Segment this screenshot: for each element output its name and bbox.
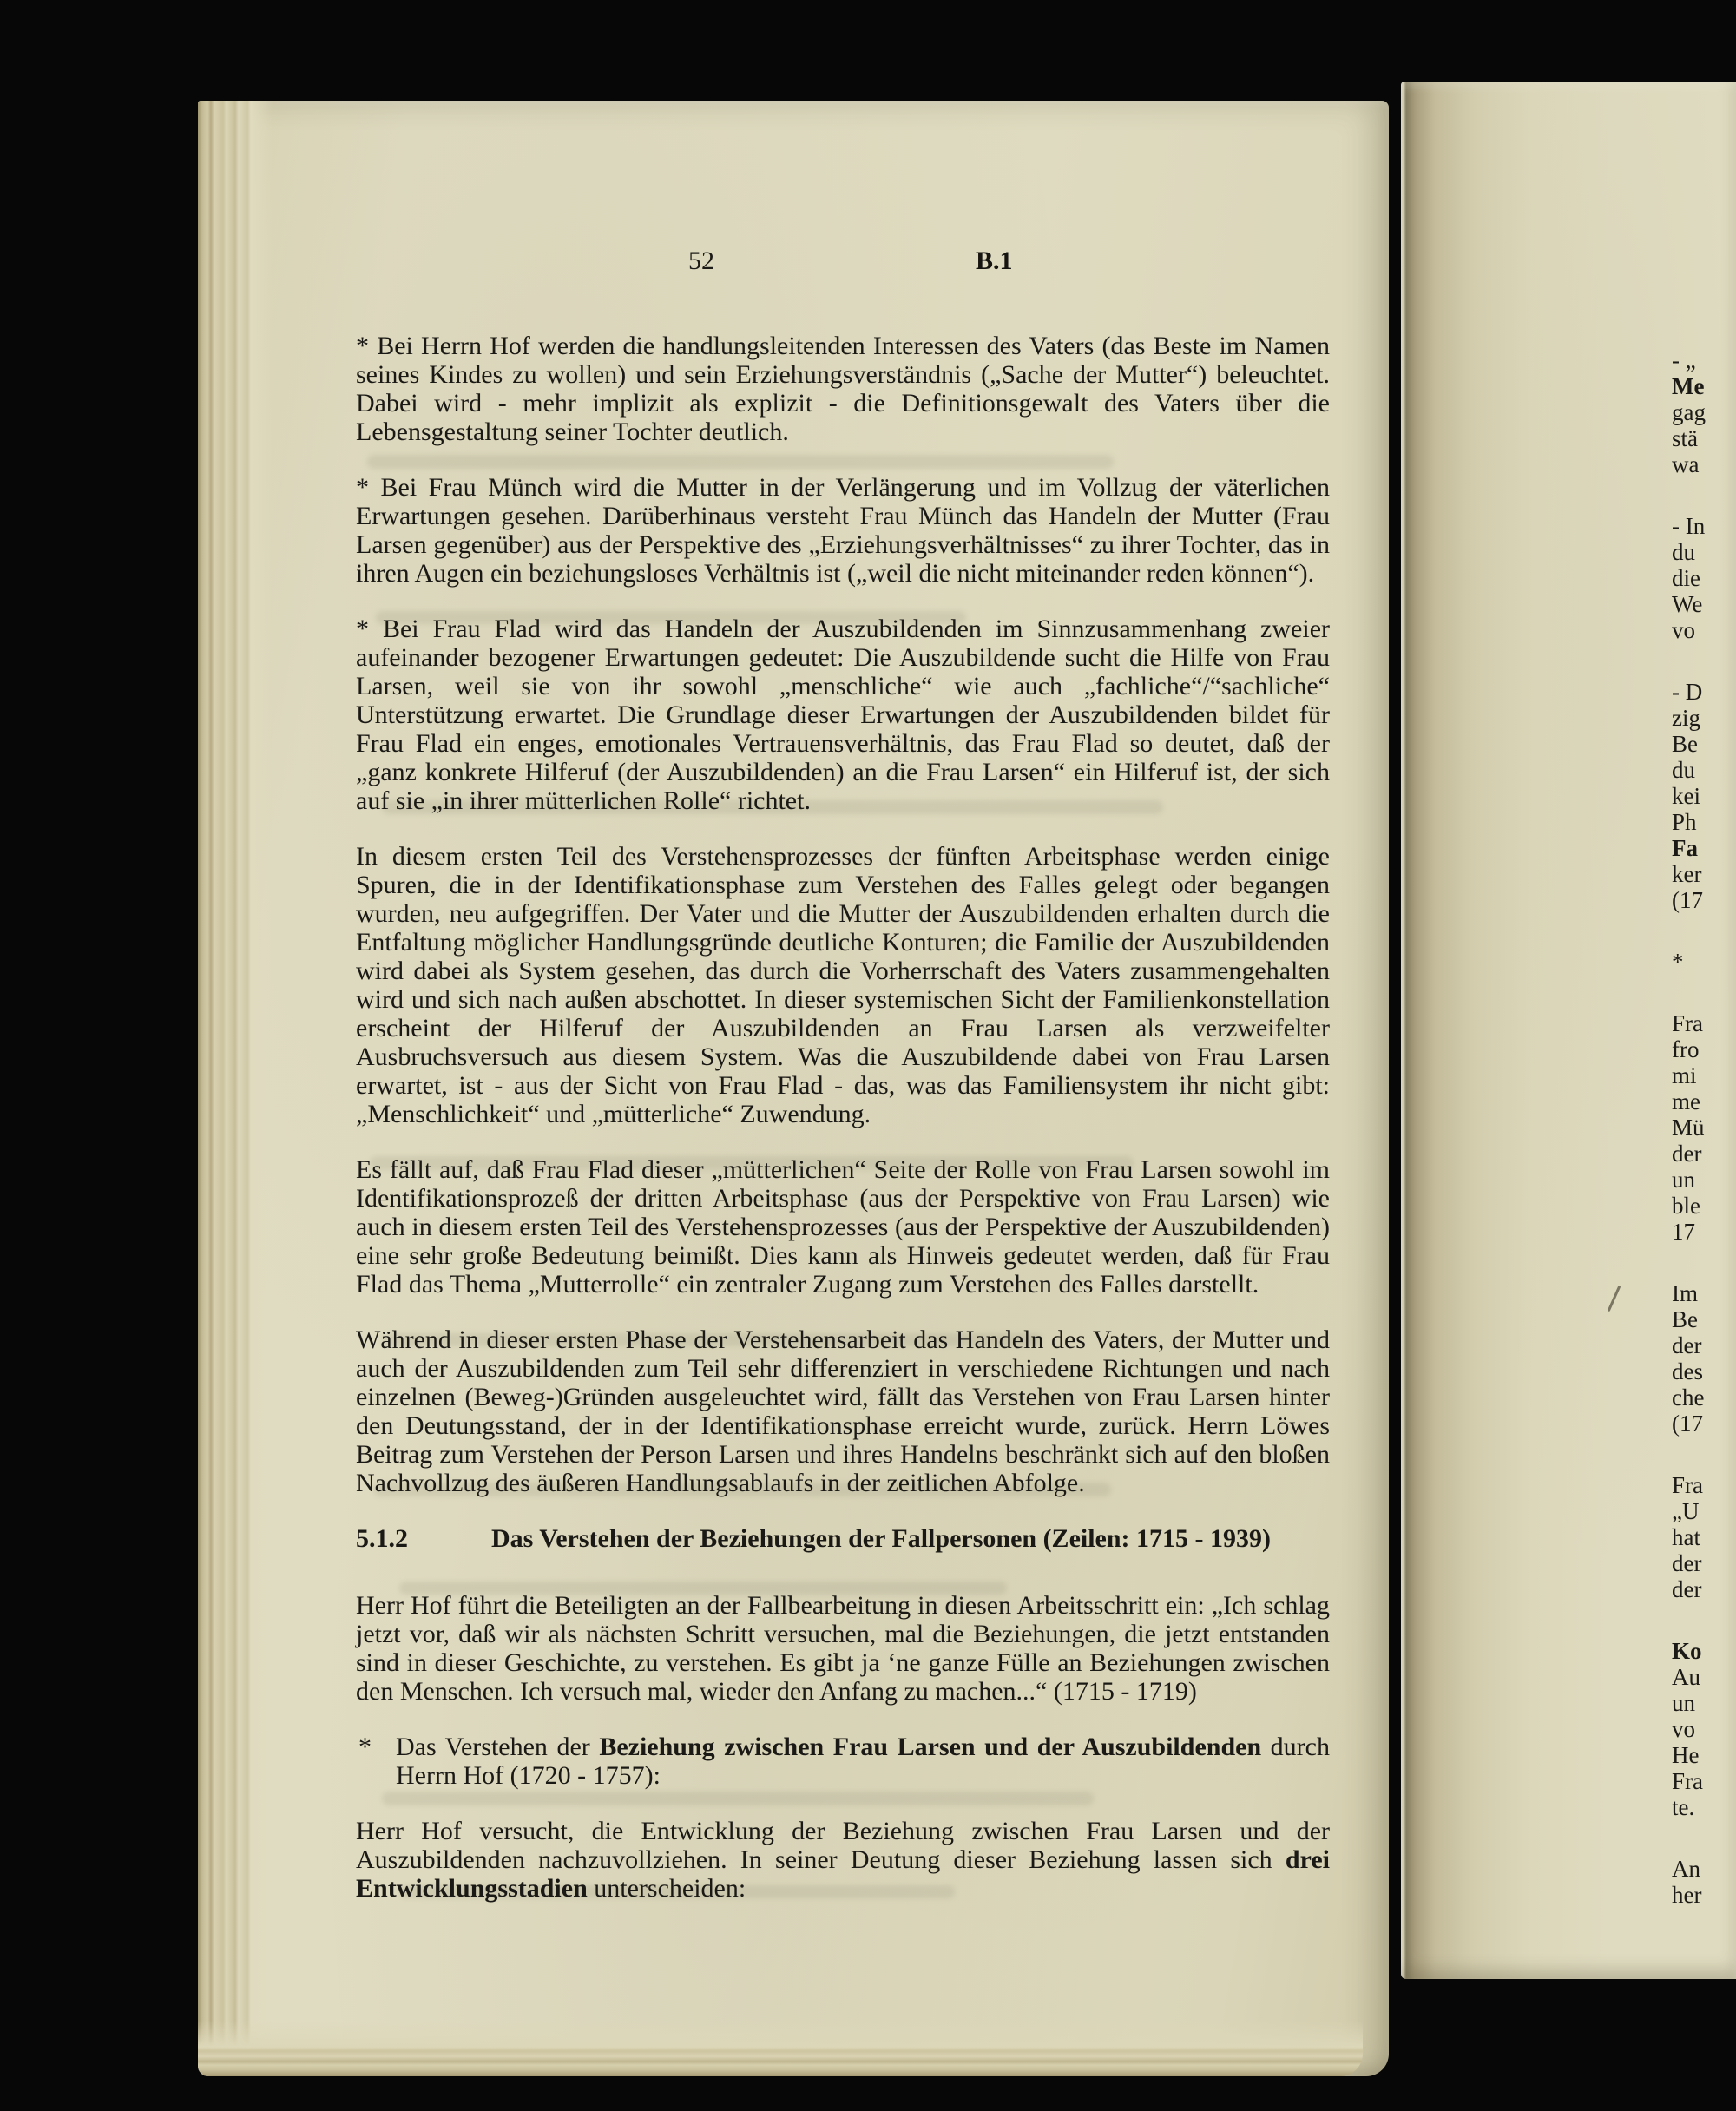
truncated-text-line: der (1672, 1576, 1702, 1602)
paragraph-hof: * Bei Herrn Hof werden die handlungsleitenden Interessen des Vaters (das Beste im Namen seines Kindes zu wollen) und sein Erziehungsverständnis („Sache der Mutter“) beleuchtet. Dabei wird - mehr implizit als explizit - die Definitionsgewalt des Vaters über die Lebensgestaltung seiner Tochter deutlich. (356, 332, 1330, 446)
truncated-text-line: un (1672, 1167, 1695, 1193)
closing-text-bold: drei Entwicklungsstadien (356, 1845, 1330, 1903)
truncated-text-line: fro (1672, 1036, 1700, 1062)
bullet-text-pre: Das Verstehen der (396, 1733, 600, 1761)
paragraph-closing (356, 1817, 1330, 1903)
truncated-text-line: her (1672, 1882, 1702, 1908)
section-heading-title: Das Verstehen der Beziehungen der Fallpersonen (Zeilen: 1715 - 1939) (491, 1524, 1272, 1553)
section-heading-number: 5.1.2 (356, 1524, 408, 1553)
truncated-text-line: Me (1672, 373, 1705, 399)
truncated-text-line: - „ (1672, 347, 1696, 373)
truncated-text-line: Be (1672, 1306, 1698, 1332)
truncated-text-line: Be (1672, 731, 1698, 757)
section-code: B.1 (976, 247, 1013, 275)
page-stack-bottom-edge (198, 2021, 1363, 2076)
paragraph-verstehensarbeit: Während in dieser ersten Phase der Verstehensarbeit das Handeln des Vaters, der Mutter und auch der Auszubildenden zum Teil sehr differenziert in verschiedene Richtungen und nach einzelnen (Beweg-)Gründen ausgeleuchtet wird, fällt das Verstehen von Frau Larsen hinter den Deutungsstand, der in der Identifikationsphase erreicht wurde, zurück. Herrn Löwes Beitrag zum Verstehen der Person Larsen und ihres Handelns beschränkt sich auf den bloßen Nachvollzug des äußeren Handlungsablaufs in der zeitlichen Abfolge. (356, 1325, 1330, 1497)
truncated-text-line: (17 (1672, 887, 1703, 913)
truncated-text-line: He (1672, 1742, 1700, 1768)
truncated-text-line: - In (1672, 513, 1706, 539)
paragraph-intro-quote: Herr Hof führt die Beteiligten an der Fallbearbeitung in diesen Arbeitsschritt ein: „Ich schlag jetzt vor, daß wir als nächsten Schritt versuchen, mal die Beziehungen, die jetzt entstanden sind in dieser Geschichte, zu verstehen. Es gibt ja ‘ne ganze Fülle an Beziehungen zwischen den Menschen. Ich versuch mal, wieder den Anfang zu machen...“ (1715 - 1719) (356, 1591, 1330, 1706)
page-number: 52 (688, 247, 714, 275)
truncated-text-line: ker (1672, 861, 1702, 887)
truncated-text-line: me (1672, 1088, 1700, 1115)
truncated-text-line: du (1672, 539, 1695, 565)
truncated-text-line: Mü (1672, 1115, 1705, 1141)
truncated-text-line: der (1672, 1332, 1702, 1358)
paragraph-mutterrolle: Es fällt auf, daß Frau Flad dieser „mütterlichen“ Seite der Rolle von Frau Larsen sowohl im Identifikationsprozeß der dritten Arbeitsphase (aus der Perspektive von Frau Larsen) wie auch in diesem ersten Teil des Verstehensprozesses (aus der Perspektive der Auszubildenden) eine sehr große Bedeutung beimißt. Dies kann als Hinweis gedeutet werden, daß für Frau Flad das Thema „Mutterrolle“ ein zentraler Zugang zum Verstehen des Falles darstellt. (356, 1155, 1330, 1299)
truncated-text-line: „U (1672, 1498, 1700, 1524)
truncated-text-line: * (1672, 949, 1684, 975)
truncated-text-line: Fra (1672, 1010, 1703, 1036)
stray-pen-mark (1608, 1286, 1621, 1312)
truncated-text-column (1672, 347, 1736, 1908)
truncated-text-line: - D (1672, 679, 1703, 705)
asterisk-marker: * (358, 1733, 372, 1761)
truncated-text-line: wa (1672, 451, 1700, 477)
closing-text-post: unterscheiden: (587, 1874, 746, 1903)
section-heading (356, 1524, 1330, 1553)
left-book-page (198, 101, 1389, 2076)
truncated-text-line: gag (1672, 399, 1706, 425)
truncated-text-line: ble (1672, 1193, 1700, 1219)
truncated-text-line: Au (1672, 1664, 1700, 1690)
page-stack-fore-edge (198, 101, 273, 2076)
truncated-text-line: 17 (1672, 1219, 1695, 1245)
body-text (356, 332, 1330, 1930)
truncated-text-line: Fa (1672, 835, 1698, 861)
truncated-text-line: hat (1672, 1524, 1700, 1550)
truncated-text-line: kei (1672, 783, 1700, 809)
truncated-text-line: stä (1672, 425, 1698, 451)
truncated-text-line: Fra (1672, 1472, 1703, 1498)
truncated-text-line: mi (1672, 1062, 1697, 1088)
truncated-text-line: des (1672, 1358, 1703, 1384)
truncated-text-line: vo (1672, 617, 1695, 643)
truncated-text-line: An (1672, 1856, 1700, 1882)
closing-text-pre: Herr Hof versucht, die Entwicklung der Beziehung zwischen Frau Larsen und der Auszubildenden nachzuvollziehen. In seiner Deutung dieser Beziehung lassen sich (356, 1817, 1330, 1874)
truncated-text-line: vo (1672, 1716, 1695, 1742)
bullet-text-post: durch Herrn Hof (1720 - 1757): (396, 1733, 1330, 1790)
truncated-text-line: die (1672, 565, 1700, 591)
paragraph-muench: * Bei Frau Münch wird die Mutter in der Verlängerung und im Vollzug der väterlichen Erwartungen gesehen. Darüberhinaus versteht Frau Münch das Handeln der Mutter (Frau Larsen gegenüber) aus der Perspektive des „Erziehungsverhältnisses“ zu ihrer Tochter, das in ihren Augen ein beziehungsloses Verhältnis ist („weil die nicht miteinander reden können“). (356, 473, 1330, 588)
truncated-text-line: du (1672, 757, 1695, 783)
truncated-text-line: che (1672, 1384, 1705, 1411)
right-book-page (1401, 82, 1736, 1979)
truncated-text-line: zig (1672, 705, 1700, 731)
truncated-text-line: Ko (1672, 1638, 1702, 1664)
truncated-text-line: Im (1672, 1280, 1698, 1306)
truncated-text-line: der (1672, 1141, 1702, 1167)
truncated-text-line: (17 (1672, 1411, 1703, 1437)
truncated-text-line: We (1672, 591, 1703, 617)
truncated-text-line: un (1672, 1690, 1695, 1716)
bullet-text-bold: Beziehung zwischen Frau Larsen und der Auszubildenden (599, 1733, 1262, 1761)
truncated-text-line: Ph (1672, 809, 1697, 835)
bullet-item (356, 1733, 1330, 1790)
truncated-text-line: der (1672, 1550, 1702, 1576)
paragraph-verstehensprozess: In diesem ersten Teil des Verstehensprozesses der fünften Arbeitsphase werden einige Spuren, die in der Identifikationsphase zum Verstehen des Falles gelegt oder begangen wurden, neu aufgegriffen. Der Vater und die Mutter der Auszubildenden erhalten durch die Entfaltung möglicher Handlungsgründe deutliche Konturen; die Familie der Auszubildenden wird dabei als System gesehen, das durch die Vorherrschaft des Vaters zusammengehalten wird und sich nach außen abschottet. In dieser systemischen Sicht der Familienkonstellation erscheint der Hilferuf der Auszubildenden an Frau Larsen als verzweifelter Ausbruchsversuch aus diesem System. Was die Auszubildende dabei von Frau Larsen erwartet, ist - aus der Sicht von Frau Flad - das, was das Familiensystem ihr nicht gibt: „Menschlichkeit“ und „mütterliche“ Zuwendung. (356, 842, 1330, 1128)
paragraph-flad: * Bei Frau Flad wird das Handeln der Auszubildenden im Sinnzusammenhang zweier aufeinander bezogener Erwartungen gedeutet: Die Auszubildende sucht die Hilfe von Frau Larsen, weil sie von ihr sowohl „menschliche“ wie auch „fachliche“/“sachliche“ Unterstützung erwartet. Die Grundlage dieser Erwartungen der Auszubildenden bildet für Frau Flad ein enges, emotionales Vertrauensverhältnis, das Frau Flad so deutet, daß der „ganz konkrete Hilferuf (der Auszubildenden) an die Frau Larsen“ ein Hilferuf ist, der sich auf sie „in ihrer mütterlichen Rolle“ richtet. (356, 615, 1330, 815)
truncated-text-line: te. (1672, 1794, 1695, 1820)
truncated-text-line: Fra (1672, 1768, 1703, 1794)
